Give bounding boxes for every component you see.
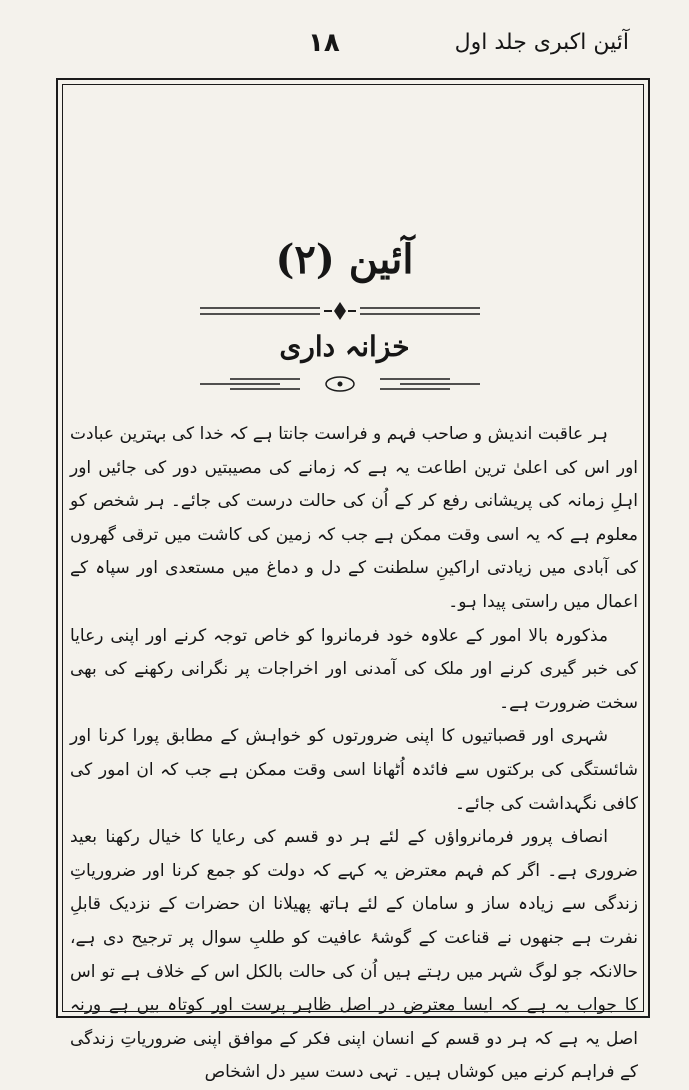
running-title: آئین اکبری جلد اول <box>454 30 629 55</box>
paragraph-2: مذکورہ بالا امور کے علاوہ خود فرمانروا کو خاص توجہ کرنے اور اپنی رعایا کی خبر گیری کرنے اور ملک کی آمدنی اور اخراجات پر نگرانی رکھنے کی بھی سخت ضرورت ہے۔ <box>70 625 638 713</box>
paragraph-3: شہری اور قصباتیوں کا اپنی ضرورتوں کو خواہش کے مطابق پورا کرنا اور شائستگی کی برکتوں سے فائدہ اُٹھانا اسی وقت ممکن ہے جب کہ ان امور کی کافی نگہداشت کی جائے۔ <box>70 726 638 814</box>
section-heading: خزانہ داری <box>279 330 410 363</box>
page-number: ۱۸ <box>308 28 340 58</box>
chapter-heading: آئین (۲) <box>275 236 414 283</box>
paragraph-1: ہر عاقبت اندیش و صاحب فہم و فراست جانتا ہے کہ خدا کی بہترین عبادت اور اس کی اعلیٰ ترین اطاعت یہ ہے کہ زمانے کی مصیبتیں دور کی جائیں اور اہلِ زمانہ کی پریشانی رفع کر کے اُن کی حالت درست کی جائے۔ ہر شخص کو معلوم ہے کہ یہ اسی وقت ممکن ہے جب کہ زمین کی کاشت میں ترقی گھروں کی آبادی میں زیادتی اراکینِ سلطنت کے دل و دماغ میں مستعدی اور سپاہ کے اعمال میں راستی پیدا ہو۔ <box>70 424 638 612</box>
ornament-divider-bottom <box>190 372 490 396</box>
body-text <box>70 418 638 1090</box>
paragraph-4: انصاف پرور فرمانرواؤں کے لئے ہر دو قسم کی رعایا کا خیال رکھنا بعید ضروری ہے۔ اگر کم فہم معترض یہ کہے کہ دولت کو جمع کرنا اور ضروریاتِ زندگی سے زیادہ ساز و سامان کے لئے ہاتھ پھیلانا ان حضرات کے نزدیک قابلِ نفرت ہے جنھوں نے قناعت کے گوشۂ عافیت کو طلبِ سوال پر ترجیح دی ہے، حالانکہ جو لوگ شہر میں رہتے ہیں اُن کی حالت بالکل اس کے خلاف ہے تو اس کا جواب یہ ہے کہ ایسا معترض در اصل ظاہر پرست اور کوتاہ بیں ہے ورنہ اصل یہ ہے کہ ہر دو قسم کے انسان اپنی فکر کے موافق اپنی ضروریاتِ زندگی کے فراہم کرنے میں کوشاں ہیں۔ تہی دست سیر دل اشخاص <box>70 827 638 1083</box>
ornament-divider-top <box>190 300 490 324</box>
